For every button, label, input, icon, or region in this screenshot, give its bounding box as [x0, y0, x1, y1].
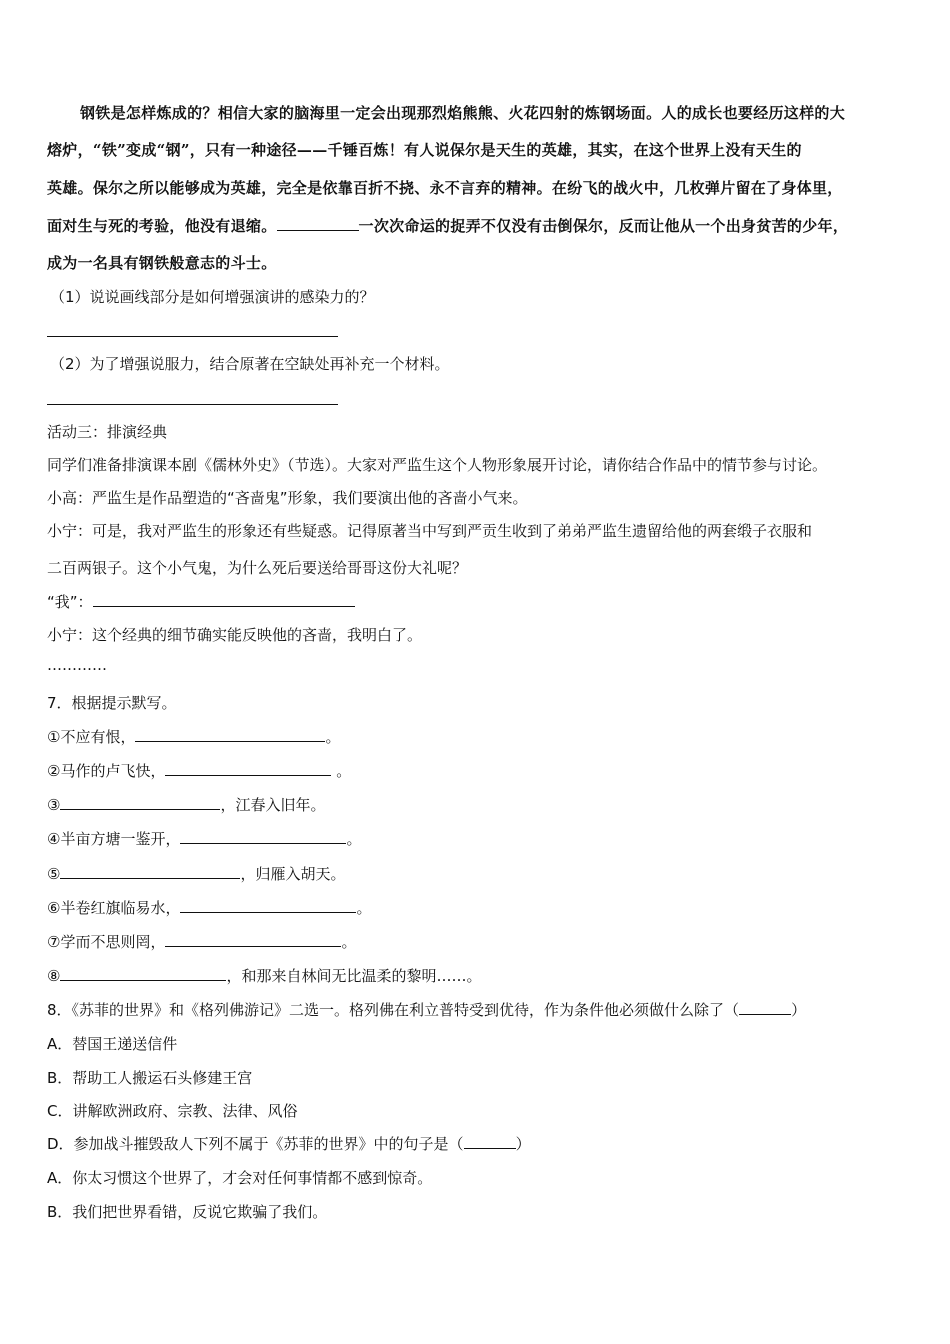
q7-title: 7．根据提示默写。 [47, 694, 177, 712]
q7-item-5-post: ，归雁入胡天。 [240, 865, 346, 883]
q7-item-4 [47, 829, 361, 849]
me-label: “我”： [47, 593, 93, 611]
q7-item-3-blank[interactable] [60, 795, 220, 810]
activity3-xiaogao: 小高：严监生是作品塑造的“吝啬鬼”形象，我们要演出他的吝啬小气来。 [47, 489, 528, 507]
q7-item-7-blank[interactable] [165, 932, 341, 947]
q8-stem [47, 1000, 806, 1020]
q7-item-8 [47, 966, 481, 986]
activity3-me [47, 592, 355, 612]
passage-blank[interactable] [277, 216, 359, 231]
passage-line-5: 成为一名具有钢铁般意志的斗士。 [47, 254, 277, 272]
activity3-title: 活动三：排演经典 [47, 423, 168, 441]
q7-item-6-blank[interactable] [180, 898, 356, 913]
q7-item-7 [47, 932, 356, 952]
q7-item-2 [47, 761, 351, 781]
q8-option-d-end: ） [515, 1135, 531, 1153]
q7-item-1-post: 。 [325, 728, 341, 746]
q7-item-3-pre: ③ [47, 796, 61, 814]
q8-option-d-text: D．参加战斗摧毁敌人下列不属于《苏菲的世界》中的句子是（ [47, 1135, 464, 1153]
q7-item-1-blank[interactable] [135, 727, 325, 742]
q7-item-8-blank[interactable] [60, 966, 226, 981]
q8-stem-text: 8．《苏菲的世界》和《格列佛游记》二选一。格列佛在利立普特受到优待，作为条件他必须做什么除了（ [47, 1001, 740, 1019]
sub-question-1: （1）说说画线部分是如何增强演讲的感染力的？ [50, 288, 375, 306]
q7-item-3-post: ，江春入旧年。 [220, 796, 326, 814]
q8-answer-blank[interactable] [739, 1000, 791, 1015]
q7-item-6 [47, 898, 371, 918]
sub-question-2: （2）为了增强说服力，结合原著在空缺处再补充一个材料。 [50, 355, 450, 373]
q8-option-c[interactable]: C．讲解欧洲政府、宗教、法律、风俗 [47, 1102, 298, 1120]
q7-item-5-pre: ⑤ [47, 865, 61, 883]
q8-sub-option-a[interactable]: A．你太习惯这个世界了，才会对任何事情都不感到惊奇。 [47, 1169, 433, 1187]
q7-item-8-pre: ⑧ [47, 967, 61, 985]
passage-line-3: 英雄。保尔之所以能够成为英雄，完全是依靠百折不挠、永不言弃的精神。在纷飞的战火中，几枚弹片留在了身体里， [47, 179, 843, 197]
q7-item-8-post: ，和那来自林间无比温柔的黎明……。 [226, 967, 482, 985]
q7-item-6-pre: ⑥半卷红旗临易水， [47, 899, 181, 917]
passage-line-4 [47, 216, 848, 236]
activity3-intro: 同学们准备排演课本剧《儒林外史》（节选）。大家对严监生这个人物形象展开讨论，请你结合作品中的情节参与讨论。 [47, 456, 828, 474]
q7-item-2-blank[interactable] [165, 761, 331, 776]
passage-line-1: 钢铁是怎样炼成的？相信大家的脑海里一定会出现那烈焰熊熊、火花四射的炼钢场面。人的成长也要经历这样的大 [80, 104, 846, 122]
q7-item-3 [47, 795, 325, 815]
q7-item-7-pre: ⑦学而不思则罔， [47, 933, 166, 951]
passage-line-4-cont: 一次次命运的捉弄不仅没有击倒保尔，反而让他从一个出身贫苦的少年， [358, 217, 849, 235]
q8-option-b[interactable]: B．帮助工人搬运石头修建王宫 [47, 1069, 253, 1087]
activity3-ellipsis: ………… [47, 656, 107, 674]
passage-line-4-text: 面对生与死的考验，他没有退缩。 [47, 217, 277, 235]
q8-option-d[interactable] [47, 1134, 531, 1154]
q8-option-a[interactable]: A．替国王递送信件 [47, 1035, 178, 1053]
answer-line-1[interactable] [47, 336, 338, 337]
q7-item-2-post: 。 [331, 762, 352, 780]
activity3-xiaoning-1: 小宁：可是，我对严监生的形象还有些疑惑。记得原著当中写到严贡生收到了弟弟严监生遗留给他的两套缎子衣服和 [47, 522, 813, 540]
answer-line-2[interactable] [47, 404, 338, 405]
q7-item-4-blank[interactable] [180, 829, 346, 844]
activity3-xiaoning-2: 小宁：这个经典的细节确实能反映他的吝啬，我明白了。 [47, 626, 423, 644]
me-answer-blank[interactable] [93, 592, 355, 607]
passage-line-2: 熔炉，“铁”变成“钢”，只有一种途径——千锤百炼！有人说保尔是天生的英雄，其实，在这个世界上没有天生的 [47, 141, 802, 159]
activity3-xiaoning-1b: 二百两银子。这个小气鬼，为什么死后要送给哥哥这份大礼呢？ [47, 559, 468, 577]
q8-sub-answer-blank[interactable] [464, 1134, 516, 1149]
q8-sub-option-b[interactable]: B．我们把世界看错，反说它欺骗了我们。 [47, 1203, 328, 1221]
q7-item-1-pre: ①不应有恨， [47, 728, 136, 746]
q7-item-6-post: 。 [356, 899, 372, 917]
q7-item-5-blank[interactable] [60, 864, 240, 879]
q7-item-2-pre: ②马作的卢飞快， [47, 762, 166, 780]
q7-item-1 [47, 727, 340, 747]
q7-item-4-pre: ④半亩方塘一鉴开， [47, 830, 181, 848]
q7-item-7-post: 。 [341, 933, 357, 951]
q8-stem-end: ） [791, 1001, 807, 1019]
q7-item-5 [47, 864, 345, 884]
q7-item-4-post: 。 [346, 830, 362, 848]
